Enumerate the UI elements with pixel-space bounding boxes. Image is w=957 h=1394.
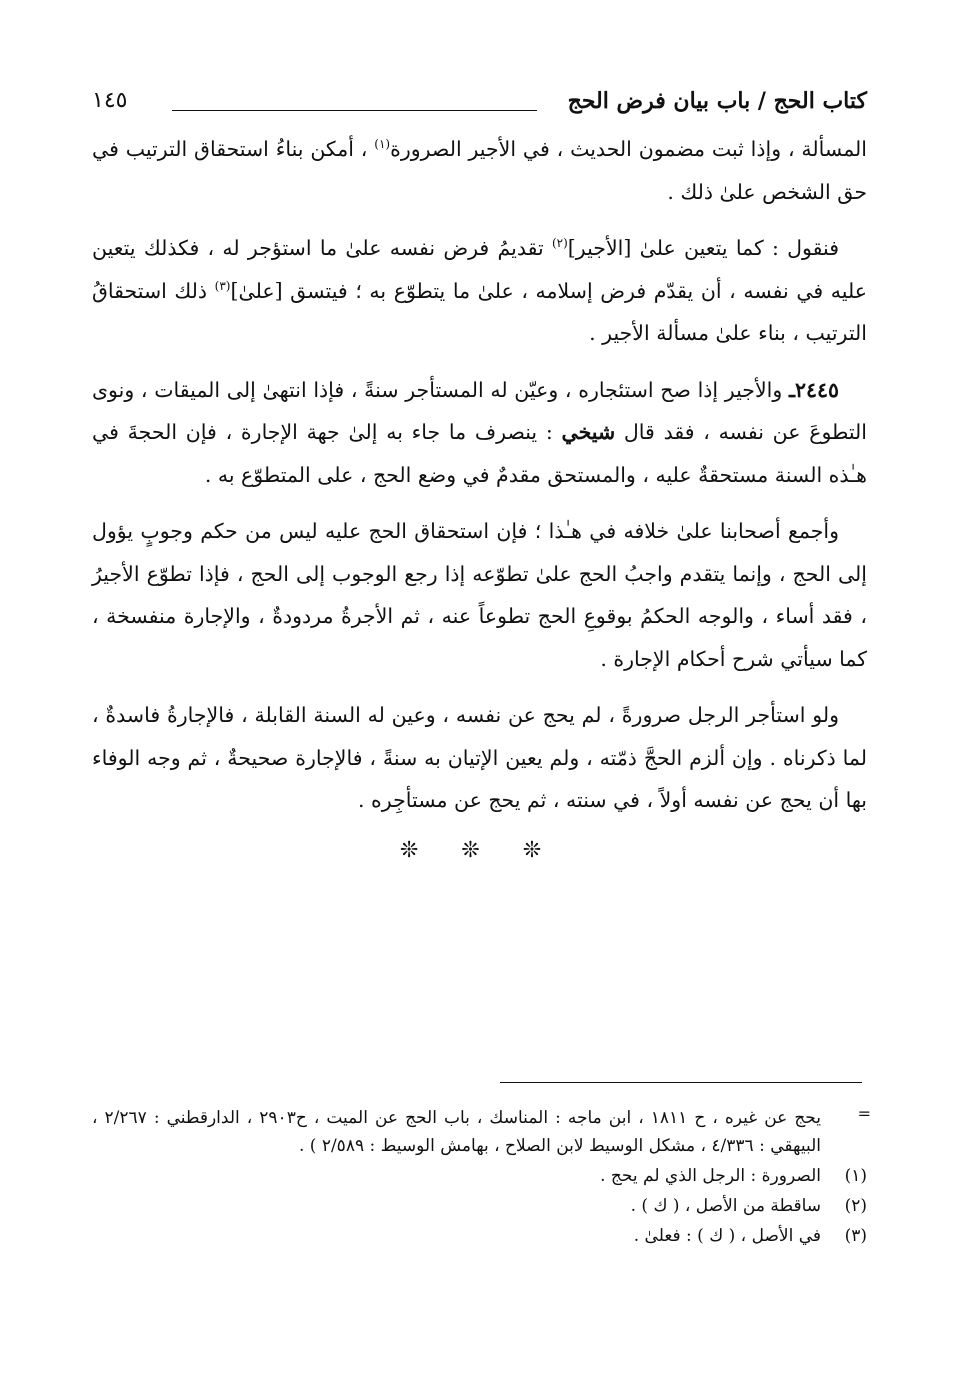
section-number: ٢٤٤٥ـ (788, 377, 839, 402)
page-body (92, 88, 867, 863)
header-rule (172, 110, 537, 111)
footnote-1 (92, 1162, 867, 1190)
footnote-ref-3[interactable]: (٣) (214, 278, 231, 293)
footnote-2 (92, 1192, 867, 1220)
footnote-text: ساقطة من الأصل ، ( ك ) . (630, 1196, 821, 1216)
footnote-text: في الأصل ، ( ك ) : فعلىٰ . (633, 1226, 821, 1246)
paragraph-4: وأجمع أصحابنا علىٰ خلافه في هـٰذا ؛ فإن استحقاق الحج عليه ليس من حكم وجوبٍ يؤول إلى الحج ، وإنما يتقدم واجبُ الحج علىٰ تطوّعه إذا رجع الوجوب إلى الحج ، فإذا تطوّع الأجيرُ ، فقد أساء ، والوجه الحكمُ بوقوعِ الحج تطوعاً عنه ، ثم الأجرةُ مردودةٌ ، والإجارة منفسخة ، كما سيأتي شرح أحكام الإجارة . (92, 519, 867, 671)
footnote-number: (٣) (844, 1226, 867, 1246)
emphasis-sheikh: شيخي (561, 420, 616, 444)
footnotes (92, 1104, 871, 1250)
paragraph-5: ولو استأجر الرجل صرورةً ، لم يحج عن نفسه ، وعين له السنة القابلة ، فالإجارةُ فاسدةٌ ، لما ذكرناه . وإن ألزم الحجَّ ذمّته ، ولم يعين الإتيان به سنةً ، فالإجارة صحيحةٌ ، ثم وجه الوفاء بها أن يحج عن نفسه أولاً ، في سنته ، ثم يحج عن مستأجِره . (92, 703, 867, 812)
section-separator: ❊ ❊ ❊ (399, 837, 560, 863)
footnote-ref-1[interactable]: (١) (374, 137, 391, 152)
footnote-number: (١) (844, 1166, 867, 1186)
footnote-continuation: يحج عن غيره ، ح ١٨١١ ، ابن ماجه : المناسك ، باب الحج عن الميت ، ح٢٩٠٣ ، الدارقطني : ٢/٢٦٧ ، البيهقي : ٤/٣٣٦ ، مشكل الوسيط لابن الصلاح ، بهامش الوسيط : ٢/٥٨٩ ) . (92, 1108, 821, 1156)
page-number: ١٤٥ (92, 88, 128, 113)
header-title: كتاب الحج / باب بيان فرض الحج (567, 88, 867, 114)
footnote-3 (92, 1222, 867, 1250)
paragraph-3: ٢٤٤٥ـ والأجير إذا صح استئجاره ، وعيّن له المستأجر سنةً ، فإذا انتهىٰ إلى الميقات ، ونوى التطوعَ عن نفسه ، فقد قال شيخي : ينصرف ما جاء به إلىٰ جهة الإجارة ، فإن الحجةَ في هـٰذه السنة مستحقةٌ عليه ، والمستحق مقدمٌ في وضع الحج ، على المتطوّع به . (92, 377, 868, 487)
continuation-mark: = (857, 1104, 871, 1123)
running-header (92, 88, 867, 128)
paragraph-2: فنقول : كما يتعين علىٰ [الأجير]$^{(٢)}$ تقديمُ فرض نفسه علىٰ ما استؤجر له ، فكذلك يتعين عليه في نفسه ، أن يقدّم فرض إسلامه ، علىٰ ما يتطوّع به ؛ فيتسق [علىٰ]$^{(٣)}$ ذلك استحقاقُ الترتيب ، بناء علىٰ مسألة الأجير . (92, 236, 867, 345)
footnote-number: (٢) (844, 1196, 867, 1216)
paragraph-1: المسألة ، وإذا ثبت مضمون الحديث ، في الأجير الصرورة$^{(١)}$ ، أمكن بناءُ استحقاق الترتيب في حق الشخص علىٰ ذلك . (92, 137, 867, 204)
footnote-text: الصرورة : الرجل الذي لم يحج . (600, 1166, 821, 1186)
footnote-ref-2[interactable]: (٢) (551, 236, 568, 251)
footnote-rule (500, 1082, 862, 1083)
